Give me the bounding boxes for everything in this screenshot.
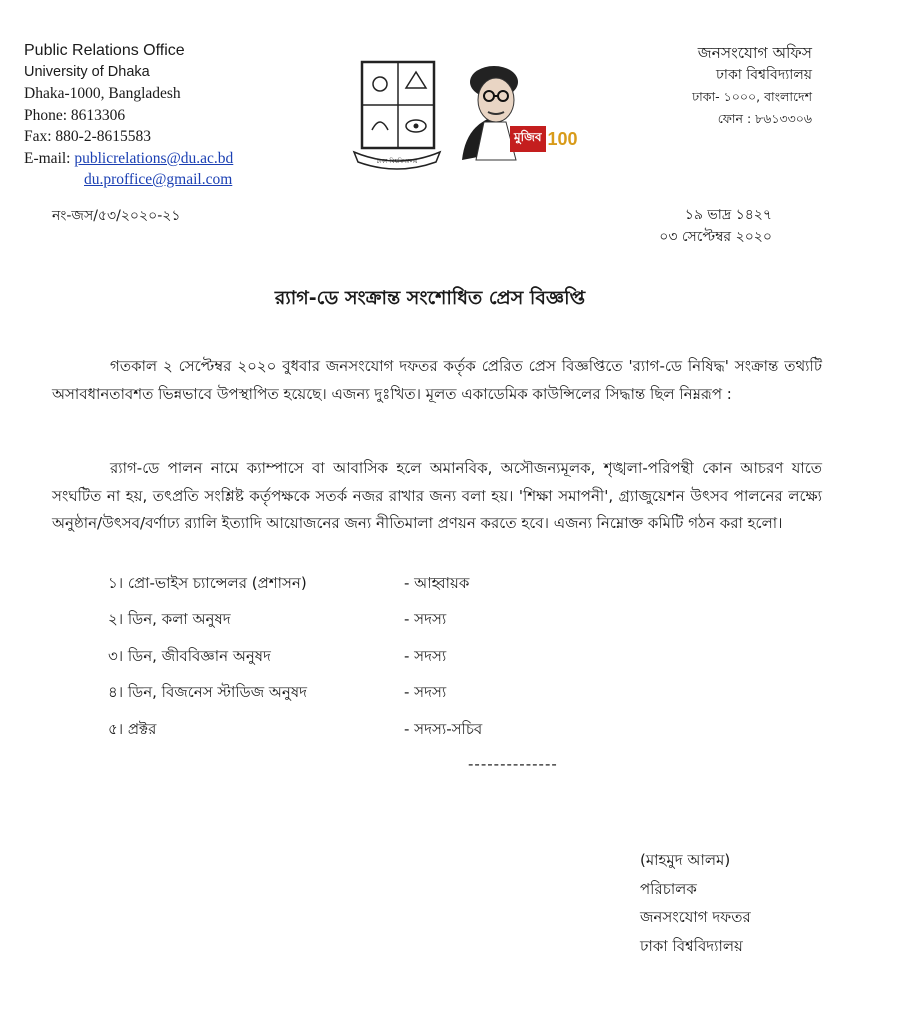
signatory-designation: পরিচালক [640,879,697,898]
paragraph-intro [52,353,822,408]
paragraph-decision [52,455,822,538]
committee-position: ৫। প্রক্টর [108,719,157,738]
document-title: র‌্যাগ-ডে সংক্রান্ত সংশোধিত প্রেস বিজ্ঞপ্তি [274,287,586,309]
committee-role: - সদস্য [404,610,447,629]
mujib-number: 100 [547,128,578,149]
university-name-bn: ঢাকা বিশ্ববিদ্যালয় [715,67,812,83]
committee-role: - আহ্বায়ক [404,573,470,592]
address-bn: ঢাকা- ১০০০, বাংলাদেশ [692,89,812,104]
committee-row [108,676,482,713]
university-seal-logo [352,58,442,170]
committee-row [108,603,482,640]
committee-role: - সদস্য [404,683,447,702]
committee-role: - সদস্য-সচিব [404,719,483,738]
fax-en: Fax: 880-2-8615583 [24,128,152,145]
separator-line: -------------- [468,755,558,773]
committee-position: ২। ডিন, কলা অনুষদ [108,610,231,629]
signature-block [640,846,751,960]
email-line [24,148,233,170]
committee-row [108,566,482,603]
mujib-100-badge [510,126,578,152]
paragraph-decision-text: র‌্যাগ-ডে পালন নামে ক্যাম্পাসে বা আবাসিক হলে অমানবিক, অসৌজন্যমূলক, শৃঙ্খলা-পরিপন্থী কোন আচরণ যাতে সংঘটিত না হয়, তৎপ্রতি সংশ্লিষ্ট কর্তৃপক্ষকে সতর্ক নজর রাখার জন্য বলা হয়। 'শিক্ষা সমাপনী', গ্র্যাজুয়েশন উৎসব পালনের লক্ষ্যে অনুষ্ঠান/উৎসব/বর্ণাঢ্য র‌্যালি ইত্যাদি আয়োজনের জন্য নীতিমালা প্রণয়ন করতে হবে। এজন্য নিম্নোক্ত কমিটি গঠন করা হলো। [52,459,822,532]
date-block [659,204,772,248]
committee-row [108,639,482,676]
phone-en: Phone: 8613306 [24,106,126,124]
university-name-en: University of Dhaka [24,63,150,80]
date-gregorian: ০৩ সেপ্টেম্বর ২০২০ [659,229,772,245]
signatory-office: জনসংযোগ দফতর [640,908,751,926]
phone-bn: ফোন : ৮৬১৩৩০৬ [717,111,812,126]
email-label: E-mail: [24,149,75,167]
mujib-word: মুজিব [510,126,546,152]
committee-list [108,566,482,749]
committee-position: ১। প্রো-ভাইস চ্যান্সেলর (প্রশাসন) [108,573,307,592]
committee-role: - সদস্য [404,646,447,665]
committee-row [108,712,482,749]
email-line-2 [24,169,233,191]
signatory-name: (মাহমুদ আলম) [640,851,731,869]
date-bangla: ১৯ ভাদ্র ১৪২৭ [684,207,772,223]
signatory-university: ঢাকা বিশ্ববিদ্যালয় [640,936,743,955]
seal-caption: ঢাকা বিশ্ববিদ্যালয় [376,158,418,165]
email-link-primary[interactable]: publicrelations@du.ac.bd [74,149,234,167]
paragraph-intro-text: গতকাল ২ সেপ্টেম্বর ২০২০ বুধবার জনসংযোগ দফতর কর্তৃক প্রেরিত প্রেস বিজ্ঞপ্তিতে 'র‌্যাগ-ডে নিষিদ্ধ' সংক্রান্ত তথ্যটি অসাবধানতাবশত ভিন্নভাবে উপস্থাপিত হয়েছে। এজন্য দুঃখিত। মূলত একাডেমিক কাউন্সিলের সিদ্ধান্ত ছিল নিম্নরূপ : [52,357,822,403]
office-name-bn: জনসংযোগ অফিস [697,44,812,62]
committee-position: ৪। ডিন, বিজনেস স্টাডিজ অনুষদ [108,683,307,702]
reference-number: নং-জস/৫৩/২০২০-২১ [52,208,181,224]
email-link-secondary[interactable]: du.proffice@gmail.com [84,171,233,188]
address-en: Dhaka-1000, Bangladesh [24,85,181,102]
letterhead-english [24,40,233,191]
letterhead-bangla [692,42,812,130]
committee-position: ৩। ডিন, জীববিজ্ঞান অনুষদ [108,646,271,665]
office-name-en: Public Relations Office [24,42,185,59]
